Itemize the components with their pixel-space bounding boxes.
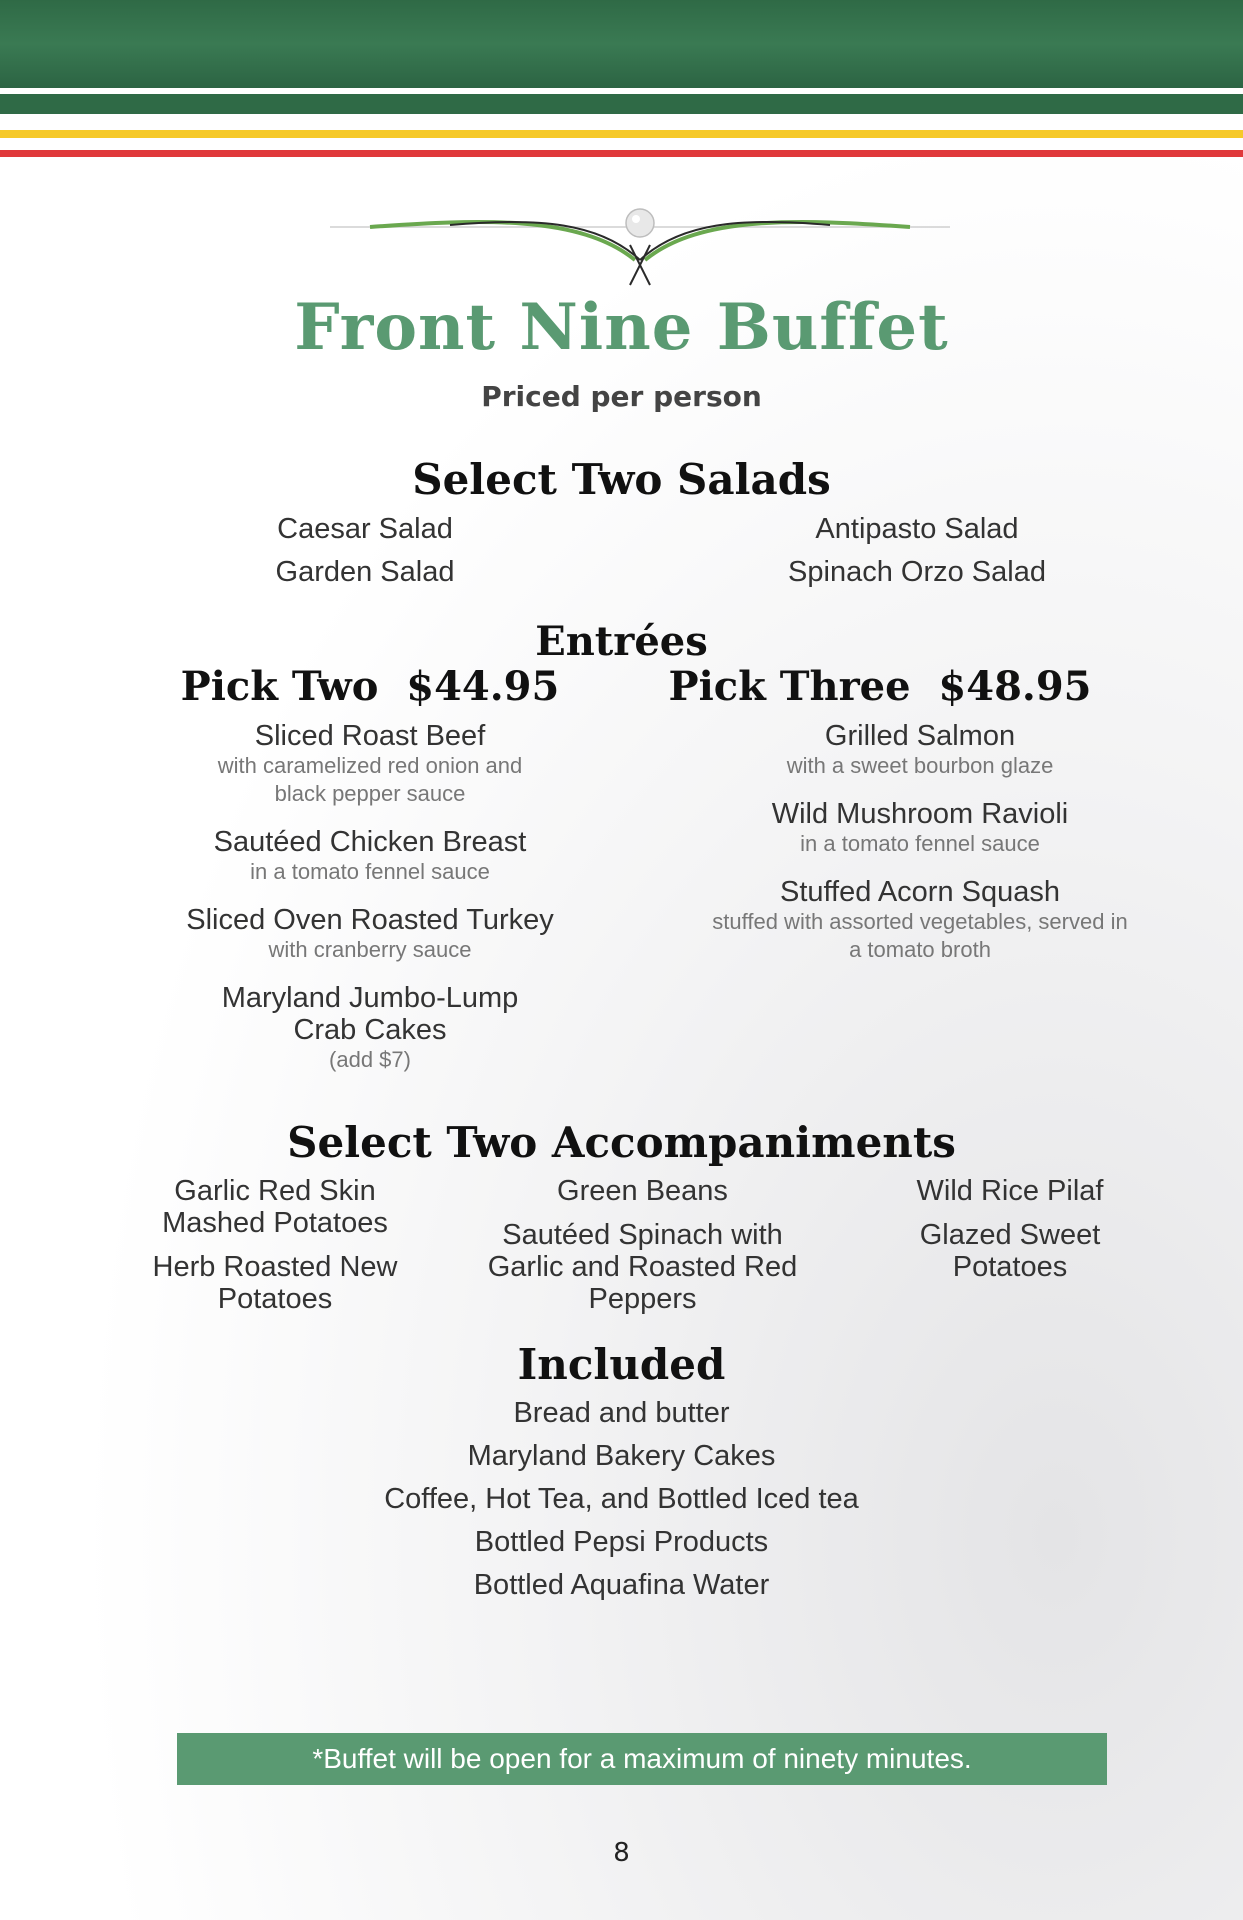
- stripe-red: [0, 150, 1243, 157]
- entree-name: Grilled Salmon: [824, 720, 1016, 752]
- entree-item: [690, 798, 1150, 858]
- entree-item: [140, 982, 600, 1074]
- golf-tee-ornament-icon: [330, 205, 950, 290]
- entree-name: Wild Mushroom Ravioli: [771, 798, 1069, 830]
- stripe-green: [0, 94, 1243, 114]
- accompaniment-item: Green Beans: [557, 1175, 728, 1207]
- included-item: Maryland Bakery Cakes: [467, 1440, 776, 1472]
- entree-name: Maryland Jumbo-Lump Crab Cakes: [221, 982, 519, 1046]
- entree-desc: in a tomato fennel sauce: [800, 831, 1040, 856]
- accompaniment-item: Wild Rice Pilaf: [916, 1175, 1104, 1207]
- buffet-time-note: *Buffet will be open for a maximum of ninety minutes.: [177, 1733, 1107, 1785]
- entree-name: Sliced Oven Roasted Turkey: [186, 904, 554, 936]
- salad-item: Caesar Salad: [277, 513, 453, 545]
- entree-name: Sautéed Chicken Breast: [213, 826, 527, 858]
- salads-heading: Select Two Salads: [412, 455, 831, 504]
- pick-two-list: [140, 720, 600, 1092]
- pick-three-list: [690, 720, 1150, 982]
- included-item: Bottled Pepsi Products: [474, 1526, 769, 1558]
- accompaniment-item: Glazed Sweet Potatoes: [919, 1219, 1101, 1283]
- salad-item: Antipasto Salad: [815, 513, 1019, 545]
- entree-desc: with cranberry sauce: [268, 937, 472, 962]
- entree-item: [140, 826, 600, 886]
- pick-three-heading: Pick Three $48.95: [668, 663, 1092, 710]
- entree-item: [690, 720, 1150, 780]
- entree-item: [140, 720, 600, 808]
- entree-desc: with caramelized red onion and black pepper sauce: [217, 753, 523, 806]
- accompaniments-left: [130, 1175, 420, 1315]
- entree-desc: in a tomato fennel sauce: [250, 859, 490, 884]
- included-item: Bread and butter: [513, 1397, 730, 1429]
- pick-two-heading: Pick Two $44.95: [180, 663, 560, 710]
- entrees-heading: Entrées: [535, 618, 708, 665]
- entree-name: Stuffed Acorn Squash: [779, 876, 1060, 908]
- page-title: Front Nine Buffet: [294, 290, 949, 365]
- entree-desc: (add $7): [329, 1047, 411, 1072]
- included-heading: Included: [517, 1340, 726, 1389]
- stripe-gap-2: [0, 138, 1243, 150]
- entree-desc: stuffed with assorted vegetables, served in a tomato broth: [712, 909, 1128, 962]
- entree-desc: with a sweet bourbon glaze: [786, 753, 1054, 778]
- accompaniment-item: Garlic Red Skin Mashed Potatoes: [162, 1175, 388, 1239]
- page-number: 8: [613, 1838, 630, 1868]
- accompaniment-item: Herb Roasted New Potatoes: [152, 1251, 398, 1315]
- header-banner: [0, 0, 1243, 88]
- included-item: Bottled Aquafina Water: [473, 1569, 770, 1601]
- page-subtitle: Priced per person: [481, 380, 762, 413]
- accompaniments-right: [895, 1175, 1125, 1283]
- accompaniment-item: Sautéed Spinach with Garlic and Roasted Red Peppers: [487, 1219, 798, 1315]
- salad-item: Garden Salad: [275, 556, 455, 588]
- salad-item: Spinach Orzo Salad: [788, 556, 1046, 588]
- stripe-gap: [0, 114, 1243, 130]
- included-item: Coffee, Hot Tea, and Bottled Iced tea: [384, 1483, 859, 1515]
- entree-item: [690, 876, 1150, 964]
- entree-name: Sliced Roast Beef: [254, 720, 486, 752]
- entree-item: [140, 904, 600, 964]
- stripe-yellow: [0, 130, 1243, 138]
- accompaniments-center: [465, 1175, 820, 1315]
- accompaniments-heading: Select Two Accompaniments: [287, 1118, 956, 1167]
